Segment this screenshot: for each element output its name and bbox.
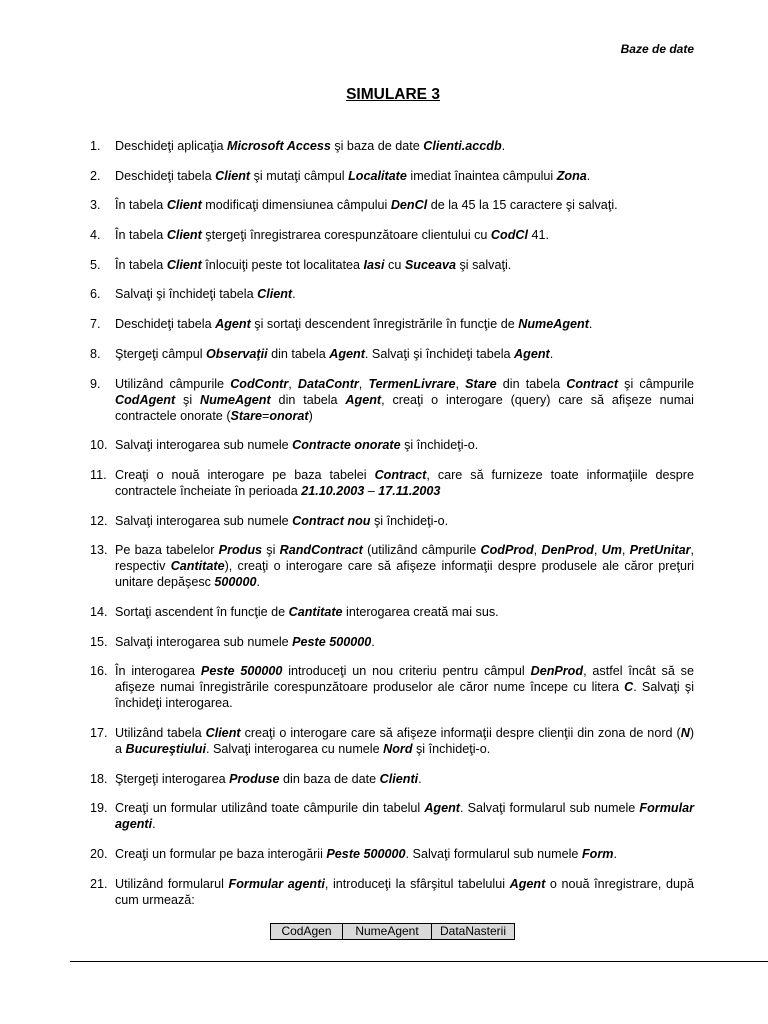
- task-keyword: Peste 500000: [326, 847, 406, 862]
- task-keyword: DenCl: [390, 198, 428, 213]
- task-text-segment: .: [292, 287, 296, 302]
- task-text-segment: .: [501, 139, 506, 153]
- task-keyword: 21.10.2003: [301, 483, 365, 498]
- task-text-segment: . Salvaţi formularul sub numele: [405, 847, 582, 862]
- task-text-segment: ştergeţi înregistrarea corespunzătoare clientului cu: [201, 228, 491, 243]
- task-keyword: NumeAgent: [200, 392, 271, 407]
- task-text-segment: cu: [384, 257, 405, 272]
- task-item: [90, 257, 694, 273]
- task-number: 9.: [90, 376, 101, 391]
- task-item: [90, 197, 694, 213]
- task-text: [115, 604, 694, 620]
- task-text: [115, 257, 694, 273]
- task-text-segment: .: [371, 634, 375, 649]
- task-text: [115, 542, 694, 590]
- task-text-segment: şi mutaţi câmpul: [250, 168, 349, 183]
- task-keyword: Contract nou: [292, 513, 371, 528]
- page-title: SIMULARE 3: [346, 86, 440, 103]
- task-keyword: Agent: [215, 317, 251, 332]
- task-keyword: RandContract: [279, 543, 363, 558]
- footer-rule: [70, 961, 768, 962]
- task-text-segment: ), creaţi o interogare care să afişeze informaţii despre produsele ale căror preţuri unitare depăşesc: [115, 559, 694, 590]
- task-text: [115, 876, 694, 908]
- task-text-segment: . Salvaţi formularul sub numele: [460, 801, 640, 816]
- task-text-segment: . Salvaţi şi închideţi tabela: [364, 346, 515, 361]
- task-text-segment: Ştergeţi câmpul: [115, 346, 206, 361]
- task-text: [115, 846, 694, 862]
- task-item: [90, 316, 694, 332]
- task-number: 11.: [90, 467, 107, 482]
- task-item: [90, 513, 694, 529]
- task-text-segment: Pe baza tabelelor: [115, 543, 219, 558]
- task-item: [90, 346, 694, 362]
- task-text-segment: din tabela: [496, 376, 567, 391]
- task-text-segment: ,: [288, 376, 298, 391]
- task-number: 15.: [90, 634, 108, 649]
- task-keyword: Peste 500000: [292, 634, 372, 649]
- task-keyword: Produs: [218, 543, 263, 558]
- task-keyword: Nord: [383, 742, 413, 756]
- task-text-segment: Creaţi un formular pe baza interogării: [115, 847, 327, 862]
- task-keyword: Stare: [230, 408, 263, 423]
- task-text: [115, 437, 694, 453]
- task-number: 10.: [90, 438, 108, 453]
- task-text: [115, 286, 694, 302]
- task-keyword: Client: [166, 198, 202, 213]
- task-text-segment: În tabela: [115, 257, 167, 272]
- task-text-segment: ,: [593, 543, 602, 558]
- task-text-segment: din tabela: [267, 346, 330, 361]
- task-text: [115, 316, 694, 332]
- task-text-segment: În tabela: [115, 228, 167, 243]
- agent-header-datanasterii: DataNasterii: [432, 924, 515, 940]
- task-text-segment: Creaţi un formular utilizând toate câmpurile din tabelul: [115, 801, 425, 816]
- task-keyword: Clienti: [379, 771, 419, 786]
- task-text-segment: interogarea creată mai sus.: [342, 604, 499, 619]
- task-text: [115, 800, 694, 832]
- task-text-segment: imediat înaintea câmpului: [406, 168, 557, 183]
- task-text-segment: Salvaţi interogarea sub numele: [115, 634, 293, 649]
- task-number: 4.: [90, 228, 101, 243]
- agent-header-codagent: CodAgen: [271, 924, 343, 940]
- task-keyword: Stare: [465, 376, 497, 391]
- task-keyword: DenProd: [530, 664, 584, 679]
- task-text-segment: Creaţi o nouă interogare pe baza tabelei: [115, 467, 375, 482]
- task-keyword: onorat: [269, 408, 309, 423]
- task-keyword: C: [624, 680, 634, 695]
- task-text-segment: , astfel încât să se afişeze numai înregistrările corespunzătoare produselor ale căror nume începe cu litera: [115, 664, 694, 695]
- task-text-segment: şi: [262, 543, 280, 558]
- task-keyword: CodProd: [480, 543, 534, 558]
- task-text-segment: .: [588, 317, 593, 332]
- task-text-segment: .: [586, 168, 591, 183]
- task-item: [90, 227, 694, 243]
- task-keyword: CodAgent: [115, 392, 176, 407]
- task-text-segment: şi închideţi-o.: [370, 513, 449, 528]
- task-text-segment: din tabela: [270, 392, 346, 407]
- task-keyword: Produse: [229, 771, 280, 786]
- task-item: [90, 437, 694, 453]
- task-item: [90, 467, 694, 499]
- task-number: 12.: [90, 513, 108, 528]
- task-text-segment: .: [152, 817, 156, 832]
- task-text-segment: . Salvaţi interogarea cu numele: [206, 742, 384, 756]
- task-text-segment: Deschideţi tabela: [115, 317, 216, 332]
- task-text-segment: Sortaţi ascendent în funcţie de: [115, 604, 289, 619]
- task-item: [90, 800, 694, 832]
- task-text-segment: ,: [621, 543, 630, 558]
- task-text-segment: înlocuiţi peste tot localitatea: [201, 257, 364, 272]
- task-text-segment: o nouă înregistrare, după cum urmează:: [115, 876, 695, 907]
- task-item: [90, 876, 694, 908]
- task-text-segment: =: [262, 408, 270, 423]
- task-keyword: Formular agenti: [228, 876, 325, 891]
- task-text: [115, 346, 694, 362]
- task-text: [115, 376, 694, 424]
- task-keyword: TermenLivrare: [368, 376, 456, 391]
- task-text-segment: modificaţi dimensiunea câmpului: [201, 198, 391, 213]
- task-text-segment: (utilizând câmpurile: [362, 543, 481, 558]
- task-list: [90, 138, 694, 921]
- agent-header-numeagent: NumeAgent: [343, 924, 432, 940]
- task-item: [90, 604, 694, 620]
- task-text-segment: .: [256, 575, 260, 590]
- task-keyword: Form: [581, 847, 614, 862]
- running-header: Baze de date: [620, 42, 694, 56]
- task-text-segment: –: [364, 483, 379, 498]
- task-text-segment: şi câmpurile: [618, 376, 695, 391]
- task-text-segment: şi închideţi-o.: [412, 742, 491, 756]
- task-text-segment: Salvaţi şi închideţi tabela: [115, 287, 258, 302]
- task-keyword: CodContr: [230, 376, 289, 391]
- task-keyword: Peste 500000: [200, 664, 283, 679]
- task-keyword: DenProd: [541, 543, 594, 558]
- task-keyword: Client: [205, 726, 241, 740]
- task-item: [90, 542, 694, 590]
- task-text-segment: de la 45 la 15 caractere şi salvaţi.: [427, 198, 618, 213]
- task-item: [90, 168, 694, 184]
- task-number: 17.: [90, 726, 108, 740]
- task-text-segment: introduceţi un nou criteriu pentru câmpul: [282, 664, 531, 679]
- task-text-segment: .: [549, 346, 554, 361]
- task-keyword: 500000: [214, 575, 257, 590]
- task-number: 19.: [90, 801, 108, 816]
- task-keyword: Zona: [556, 168, 587, 183]
- task-keyword: Agent: [514, 346, 550, 361]
- task-text-segment: Utilizând formularul: [115, 876, 229, 891]
- task-number: 5.: [90, 257, 101, 272]
- task-number: 8.: [90, 346, 101, 361]
- task-keyword: Client: [257, 287, 293, 302]
- task-text: [115, 771, 694, 787]
- agent-record-table: [270, 923, 515, 940]
- task-text-segment: Utilizând câmpurile: [115, 376, 231, 391]
- task-text-segment: , introduceţi la sfârşitul tabelului: [324, 876, 510, 891]
- task-keyword: Contract: [566, 376, 619, 391]
- task-text-segment: Salvaţi interogarea sub numele: [115, 513, 293, 528]
- task-item: [90, 634, 694, 650]
- task-keyword: PretUnitar: [629, 543, 691, 558]
- task-text-segment: În interogarea: [115, 664, 201, 679]
- task-keyword: N: [680, 726, 690, 740]
- task-text-segment: , respectiv: [115, 543, 694, 574]
- task-text-segment: creaţi o interogare care să afişeze informaţii despre clienţii din zona de nord (: [240, 726, 681, 740]
- task-text-segment: şi sortaţi descendent înregistrările în funcţie de: [250, 317, 519, 332]
- task-keyword: Client: [215, 168, 251, 183]
- task-text-segment: , care să furnizeze toate informaţiile despre contractele încheiate în perioada: [115, 467, 694, 498]
- task-number: 21.: [90, 876, 108, 891]
- task-keyword: Formular agenti: [115, 801, 694, 832]
- task-text: [115, 467, 694, 499]
- task-keyword: Um: [601, 543, 622, 558]
- task-number: 2.: [90, 168, 101, 183]
- task-text-segment: , creaţi o interogare (query) care să afişeze numai contractele onorate (: [115, 392, 694, 423]
- task-keyword: Bucureştiului: [125, 742, 206, 756]
- task-keyword: Agent: [329, 346, 365, 361]
- task-keyword: Observaţii: [206, 346, 268, 361]
- task-number: 1.: [90, 139, 101, 153]
- task-text-segment: Ştergeţi interogarea: [115, 771, 230, 786]
- task-keyword: Iasi: [363, 257, 385, 272]
- task-number: 3.: [90, 198, 101, 213]
- task-keyword: Suceava: [404, 257, 456, 272]
- task-keyword: Contracte onorate: [292, 438, 401, 453]
- task-text-segment: din baza de date: [279, 771, 380, 786]
- task-text-segment: Utilizând tabela: [115, 726, 206, 740]
- task-number: 7.: [90, 317, 101, 332]
- task-text-segment: Salvaţi interogarea sub numele: [115, 438, 293, 453]
- task-text: [115, 725, 694, 757]
- task-text-segment: şi salvaţi.: [455, 257, 512, 272]
- task-text-segment: . Salvaţi şi închideţi interogarea.: [115, 680, 694, 711]
- task-item: [90, 138, 694, 154]
- task-text-segment: ,: [358, 376, 369, 391]
- task-number: 14.: [90, 604, 108, 619]
- task-number: 16.: [90, 664, 108, 679]
- task-number: 20.: [90, 847, 108, 862]
- task-text-segment: .: [418, 771, 422, 786]
- task-keyword: 17.11.2003: [378, 483, 441, 498]
- task-text: [115, 663, 694, 711]
- task-text: [115, 513, 694, 529]
- task-keyword: Client: [166, 228, 202, 243]
- task-keyword: CodCl: [490, 228, 528, 243]
- agent-table-header-row: [271, 924, 515, 940]
- task-text-segment: şi: [175, 392, 201, 407]
- task-keyword: Localitate: [348, 168, 407, 183]
- task-item: [90, 846, 694, 862]
- task-text: [115, 138, 694, 154]
- task-keyword: Client: [166, 257, 202, 272]
- task-keyword: Cantitate: [288, 604, 343, 619]
- task-text-segment: şi baza de date: [330, 139, 424, 153]
- task-keyword: Microsoft Access: [227, 139, 331, 153]
- task-keyword: DataContr: [297, 376, 359, 391]
- task-text-segment: şi închideţi-o.: [400, 438, 479, 453]
- task-keyword: Agent: [509, 876, 546, 891]
- task-number: 18.: [90, 771, 108, 786]
- task-text-segment: Deschideţi tabela: [115, 168, 216, 183]
- task-item: [90, 376, 694, 424]
- task-item: [90, 286, 694, 302]
- task-text: [115, 227, 694, 243]
- task-text-segment: ,: [455, 376, 466, 391]
- task-text-segment: În tabela: [115, 198, 167, 213]
- task-item: [90, 771, 694, 787]
- task-number: 13.: [90, 543, 108, 558]
- task-text-segment: ,: [533, 543, 542, 558]
- task-text-segment: ): [308, 408, 313, 423]
- task-text: [115, 634, 694, 650]
- task-text-segment: ) a: [115, 726, 695, 756]
- task-number: 6.: [90, 287, 101, 302]
- task-keyword: Cantitate: [170, 559, 225, 574]
- task-item: [90, 725, 694, 757]
- task-text: [115, 197, 694, 213]
- task-keyword: Contract: [374, 467, 427, 482]
- task-keyword: Agent: [345, 392, 382, 407]
- task-keyword: Clienti.accdb: [423, 139, 502, 153]
- task-text-segment: Deschideţi aplicaţia: [115, 139, 228, 153]
- task-text: [115, 168, 694, 184]
- task-keyword: Agent: [424, 801, 460, 816]
- task-text-segment: .: [613, 847, 617, 862]
- task-text-segment: 41.: [528, 228, 550, 243]
- task-item: [90, 663, 694, 711]
- task-keyword: NumeAgent: [518, 317, 589, 332]
